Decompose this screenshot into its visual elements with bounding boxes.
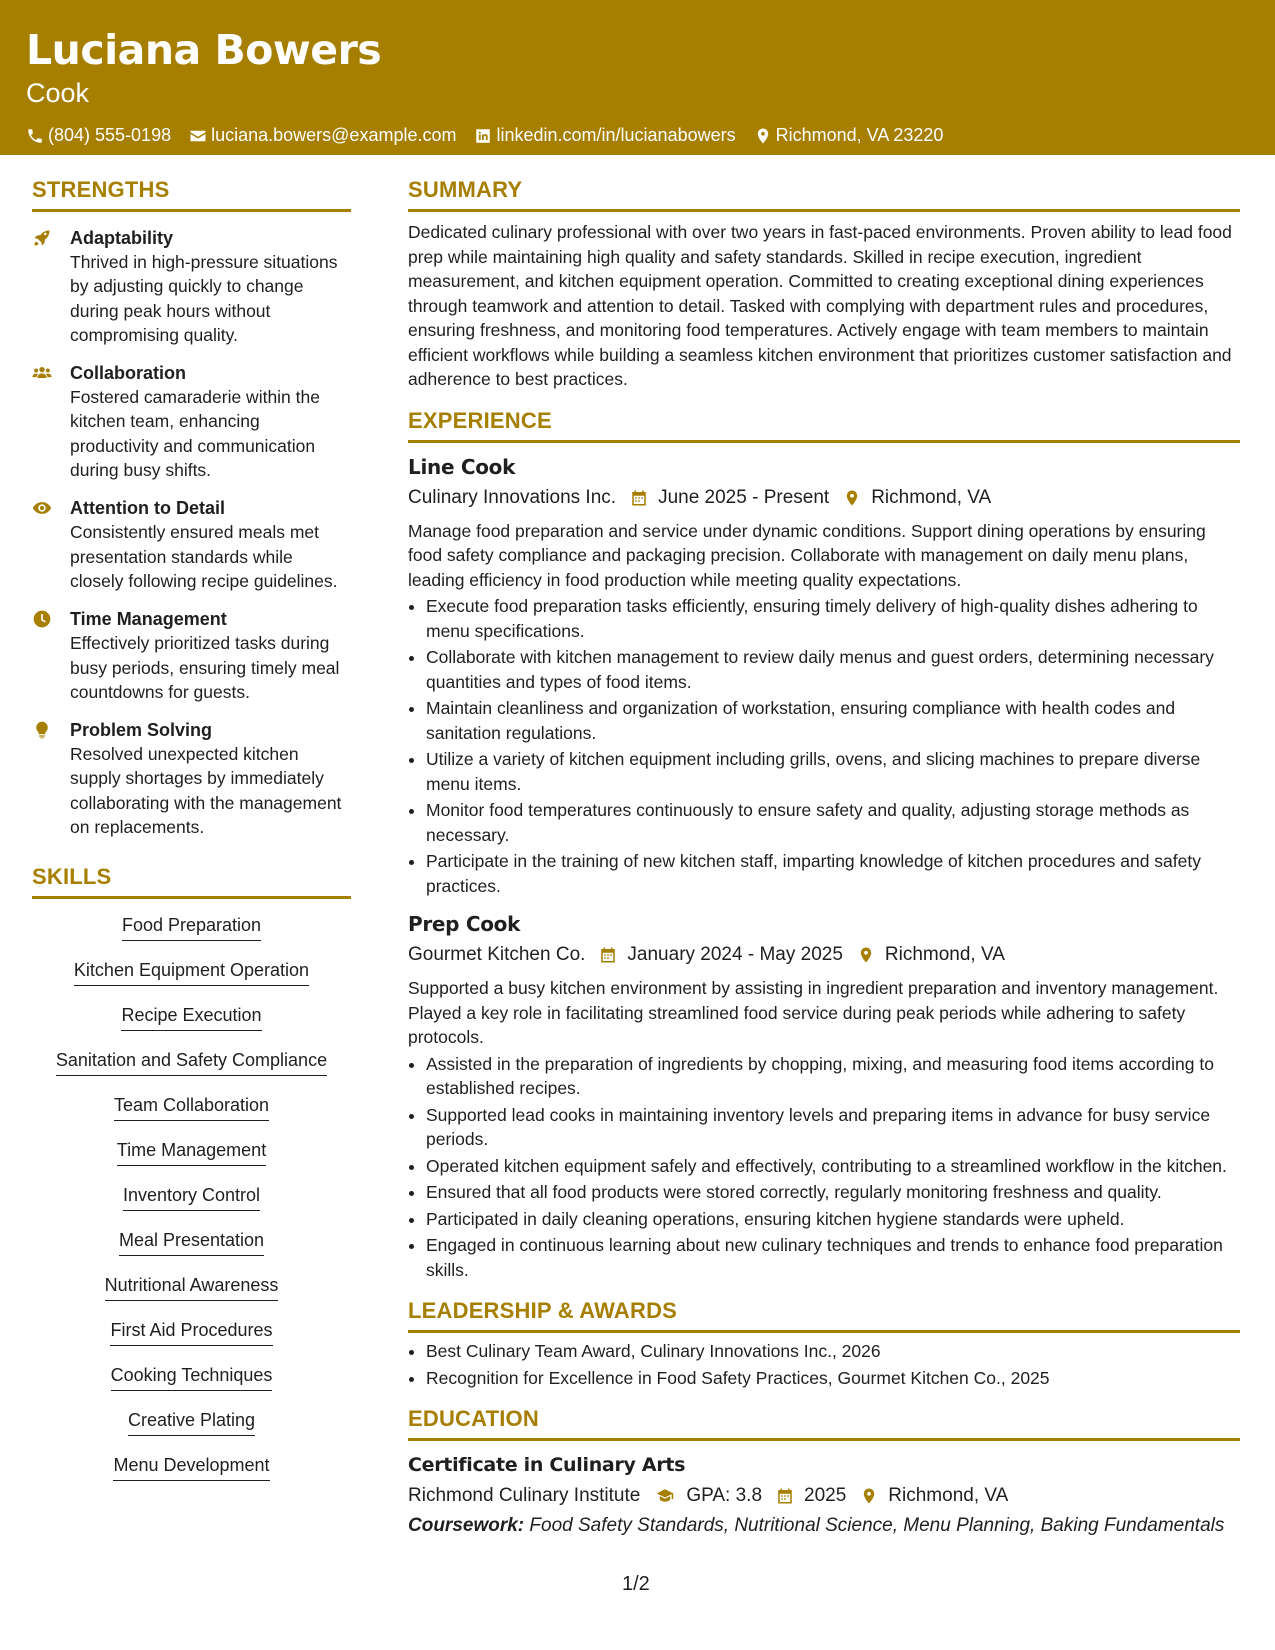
- clock-icon: [32, 609, 52, 629]
- job-entry: [408, 910, 1240, 1282]
- candidate-name: Luciana Bowers: [26, 26, 382, 74]
- coursework-label: Coursework:: [408, 1515, 525, 1536]
- phone-text: (804) 555-0198: [48, 125, 172, 145]
- strength-item: [32, 496, 351, 593]
- degree-title: Certificate in Culinary Arts: [408, 1454, 686, 1476]
- contact-email[interactable]: [189, 125, 456, 146]
- candidate-role: Cook: [26, 78, 90, 108]
- job-description: Supported a busy kitchen environment by assisting in ingredient preparation and inventory management. Played a key role in facilitating streamlined food service during peak periods while adhering to safety protocols.: [408, 978, 1219, 1047]
- list-item: • Best Culinary Team Award, Culinary Innovations Inc., 2026: [426, 1339, 1240, 1364]
- eye-icon: [32, 498, 52, 518]
- job-meta: [408, 941, 1240, 969]
- strength-desc: Consistently ensured meals met presentation standards while closely following recipe guidelines.: [70, 522, 338, 591]
- experience-heading: EXPERIENCE: [408, 406, 1240, 443]
- summary-heading: SUMMARY: [408, 175, 1240, 212]
- skill-tag: Team Collaboration: [114, 1093, 269, 1121]
- strength-title: Adaptability: [70, 228, 174, 248]
- map-pin-icon: [754, 127, 772, 145]
- strength-desc: Resolved unexpected kitchen supply shortages by immediately collaborating with the management on replacements.: [70, 744, 342, 838]
- graduation-year: 2025: [804, 1485, 847, 1506]
- coursework-text: Food Safety Standards, Nutritional Science, Menu Planning, Baking Fundamentals: [529, 1515, 1225, 1536]
- strength-title: Attention to Detail: [70, 498, 225, 519]
- map-pin-icon: [857, 946, 875, 964]
- strength-item: [32, 718, 351, 839]
- strength-desc: Fostered camaraderie within the kitchen team, enhancing productivity and communication during busy shifts.: [70, 387, 320, 481]
- awards-list: [426, 1339, 1240, 1390]
- job-bullets: [426, 594, 1240, 898]
- coursework: [408, 1514, 1240, 1538]
- list-item: • Collaborate with kitchen management to review daily menus and guest orders, determining necessary quantities and types of food items.: [426, 645, 1240, 694]
- page-number: 1/2: [622, 1573, 650, 1595]
- strengths-heading: STRENGTHS: [32, 175, 351, 212]
- job-company: Culinary Innovations Inc.: [408, 486, 617, 508]
- contact-linkedin[interactable]: [474, 125, 735, 146]
- rocket-icon: [32, 228, 52, 248]
- users-icon: [32, 363, 52, 383]
- list-item: • Participated in daily cleaning operations, ensuring kitchen hygiene standards were upheld.: [426, 1207, 1240, 1232]
- skill-tag: First Aid Procedures: [110, 1318, 272, 1346]
- awards-heading: LEADERSHIP & AWARDS: [408, 1296, 1240, 1333]
- skill-tag: Nutritional Awareness: [105, 1273, 279, 1301]
- strength-title: Time Management: [70, 609, 227, 630]
- list-item: • Monitor food temperatures continuously to ensure safety and quality, adjusting storage methods as necessary.: [426, 798, 1240, 847]
- right-column: [408, 175, 1240, 1538]
- list-item: • Assisted in the preparation of ingredients by chopping, mixing, and measuring food items according to established recipes.: [426, 1052, 1240, 1101]
- list-item: • Recognition for Excellence in Food Safety Practices, Gourmet Kitchen Co., 2025: [426, 1366, 1240, 1391]
- skill-tag: Time Management: [117, 1138, 266, 1166]
- strength-title: Problem Solving: [70, 720, 213, 741]
- strength-desc: Thrived in high-pressure situations by adjusting quickly to change during peak hours without compromising quality.: [70, 252, 338, 345]
- school-name: Richmond Culinary Institute: [408, 1485, 641, 1506]
- map-pin-icon: [860, 1487, 878, 1505]
- job-location: Richmond, VA: [884, 944, 1005, 965]
- graduation-cap-icon: [654, 1487, 676, 1505]
- job-entry: [408, 453, 1240, 899]
- email-text: luciana.bowers@example.com: [211, 125, 457, 145]
- skill-tag: Cooking Techniques: [111, 1363, 273, 1391]
- list-item: • Engaged in continuous learning about new culinary techniques and trends to enhance food preparation skills.: [426, 1233, 1240, 1282]
- strength-item: [32, 607, 351, 704]
- map-pin-icon: [843, 489, 861, 507]
- skill-tag: Sanitation and Safety Compliance: [56, 1048, 327, 1076]
- resume-header: [0, 0, 1275, 155]
- list-item: • Utilize a variety of kitchen equipment including grills, ovens, and slicing machines to prepare diverse menu items.: [426, 747, 1240, 796]
- gpa: GPA: 3.8: [686, 1485, 763, 1506]
- skill-tag: Recipe Execution: [121, 1003, 261, 1031]
- contact-phone[interactable]: [26, 125, 171, 146]
- job-meta: [408, 484, 1240, 512]
- education-heading: EDUCATION: [408, 1404, 1240, 1441]
- calendar-icon: [630, 489, 648, 507]
- job-title: Prep Cook: [408, 912, 521, 936]
- phone-icon: [26, 127, 44, 145]
- job-title: Line Cook: [408, 454, 516, 479]
- school-location: Richmond, VA: [888, 1485, 1009, 1506]
- list-item: • Maintain cleanliness and organization of workstation, ensuring compliance with health codes and sanitation regulations.: [426, 696, 1240, 745]
- skill-tag: Food Preparation: [122, 913, 261, 941]
- lightbulb-icon: [32, 720, 52, 740]
- skill-tag: Inventory Control: [123, 1183, 260, 1211]
- skills-list: [32, 913, 351, 1498]
- education-meta: [408, 1482, 1240, 1510]
- linkedin-icon: [474, 127, 492, 145]
- job-dates: June 2025 - Present: [658, 486, 830, 508]
- job-company: Gourmet Kitchen Co.: [408, 944, 586, 965]
- skill-tag: Creative Plating: [128, 1408, 255, 1436]
- job-dates: January 2024 - May 2025: [627, 944, 843, 965]
- calendar-icon: [776, 1487, 794, 1505]
- strength-item: [32, 361, 351, 482]
- left-column: [32, 175, 351, 1498]
- job-description: Manage food preparation and service under dynamic conditions. Support dining operations by ensuring food safety compliance and packaging precision. Collaborate with management on daily menu plans, leading efficiency in food production while meeting quality expectations.: [408, 520, 1206, 590]
- job-bullets: [426, 1052, 1240, 1283]
- location-text: Richmond, VA 23220: [775, 125, 944, 145]
- strength-desc: Effectively prioritized tasks during busy periods, ensuring timely meal countdowns for guests.: [70, 633, 340, 702]
- skill-tag: Meal Presentation: [119, 1228, 264, 1256]
- list-item: • Supported lead cooks in maintaining inventory levels and preparing items in advance for busy service periods.: [426, 1103, 1240, 1152]
- job-location: Richmond, VA: [871, 486, 992, 508]
- summary-text: Dedicated culinary professional with over two years in fast-paced environments. Proven ability to lead food prep while maintaining high quality and safety standards. Skilled in recipe execution, ingredient measurement, and kitchen equipment operation. Committed to creating exceptional dining experiences through teamwork and attention to detail. Tasked with complying with department rules and procedures, ensuring freshness, and monitoring food temperatures. Actively engage with team members to maintain efficient workflows while building a seamless kitchen environment that prioritizes customer satisfaction and adherence to best practices.: [408, 222, 1232, 389]
- list-item: • Participate in the training of new kitchen staff, imparting knowledge of kitchen procedures and safety practices.: [426, 849, 1240, 898]
- list-item: • Operated kitchen equipment safely and effectively, contributing to a streamlined workflow in the kitchen.: [426, 1154, 1240, 1179]
- strength-title: Collaboration: [70, 363, 186, 384]
- contact-location: [754, 125, 944, 146]
- calendar-icon: [599, 946, 617, 964]
- list-item: • Execute food preparation tasks efficiently, ensuring timely delivery of high-quality dishes adhering to menu specifications.: [426, 594, 1240, 643]
- linkedin-text: linkedin.com/in/lucianabowers: [496, 125, 736, 145]
- contact-bar: [26, 125, 1249, 146]
- skill-tag: Menu Development: [113, 1453, 269, 1481]
- skill-tag: Kitchen Equipment Operation: [74, 958, 309, 986]
- list-item: • Ensured that all food products were stored correctly, regularly monitoring freshness and quality.: [426, 1180, 1240, 1205]
- skills-heading: SKILLS: [32, 862, 351, 899]
- strength-item: [32, 226, 351, 347]
- envelope-icon: [189, 127, 207, 145]
